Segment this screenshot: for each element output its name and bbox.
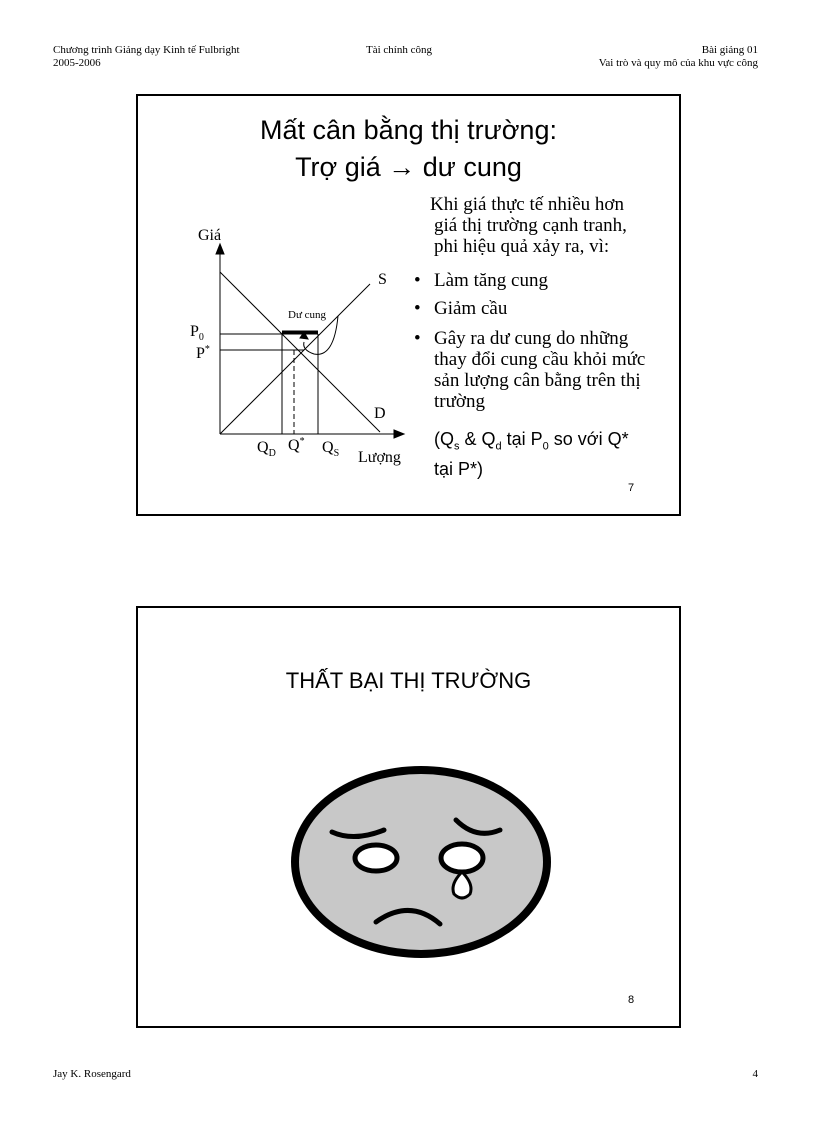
x-axis-label: Lượng <box>358 449 401 466</box>
surplus-label: Dư cung <box>288 309 327 321</box>
header-left <box>53 44 240 70</box>
qs-label: $Q_S$ <box>322 439 340 459</box>
slide-7 <box>136 94 681 516</box>
x-axis-arrow <box>394 430 404 438</box>
bullet-text-block <box>434 328 645 412</box>
demand-label: D <box>374 405 386 422</box>
note-line-2: tại P*) <box>434 458 484 479</box>
course-title: Tài chính công <box>366 44 432 56</box>
bullet-text: Làm tăng cung <box>434 270 548 291</box>
qd-label: $Q_D$ <box>257 439 276 459</box>
intro-line-3: phi hiệu quả xảy ra, vì: <box>434 236 610 257</box>
bullet-line: thay đổi cung cầu khỏi mức <box>434 349 646 370</box>
lecture-number: Bài giảng 01 <box>701 44 758 56</box>
lecture-title: Vai trò và quy mô của khu vực công <box>598 57 758 69</box>
slide-8 <box>136 606 681 1028</box>
left-eye-icon <box>355 845 397 871</box>
footer-page-number: 4 <box>752 1068 758 1080</box>
bullet-line: trường <box>434 391 485 412</box>
slide-page-number: 7 <box>628 482 635 494</box>
note-line-1: ($Q_s$ & $Q_d$ tại $P_0$ so với Q* <box>434 429 629 453</box>
note-text <box>434 428 629 480</box>
supply-curve <box>220 284 370 434</box>
header-right <box>599 44 758 70</box>
academic-year: 2005-2006 <box>53 57 101 69</box>
y-axis-arrow <box>216 244 224 254</box>
slide-title-line2: Trợ giá → dư cung <box>295 152 522 182</box>
bullet-line: Gây ra dư cung do những <box>434 328 629 349</box>
right-eye-icon <box>441 844 483 872</box>
pstar-label: P* <box>196 344 210 362</box>
slide-page-number: 8 <box>628 994 635 1006</box>
sad-face-icon <box>291 766 551 958</box>
slide-title-line1: Mất cân bằng thị trường: <box>260 115 557 145</box>
bullet-dot-icon: • <box>414 328 421 349</box>
bullet-dot-icon: • <box>414 270 421 291</box>
sad-face-illustration <box>138 608 679 1026</box>
footer-author: Jay K. Rosengard <box>53 1068 131 1080</box>
program-name: Chương trình Giảng dạy Kinh tế Fulbright <box>53 44 240 56</box>
p0-label: $P_0$ <box>190 323 204 343</box>
intro-line-1: Khi giá thực tế nhiều hơn <box>430 194 624 215</box>
slide-title: THẤT BẠI THỊ TRƯỜNG <box>285 668 532 693</box>
intro-text <box>430 194 627 257</box>
intro-line-2: giá thị trường cạnh tranh, <box>434 215 627 236</box>
face-fill <box>299 774 543 950</box>
bullet-dot-icon: • <box>414 298 421 319</box>
demand-curve <box>220 272 380 432</box>
supply-label: S <box>378 271 387 288</box>
bullet-line: sản lượng cân bằng trên thị <box>434 370 641 391</box>
y-axis-label: Giá <box>198 227 222 244</box>
bullet-text: Giảm cầu <box>434 298 508 319</box>
qstar-label: Q* <box>288 436 305 454</box>
